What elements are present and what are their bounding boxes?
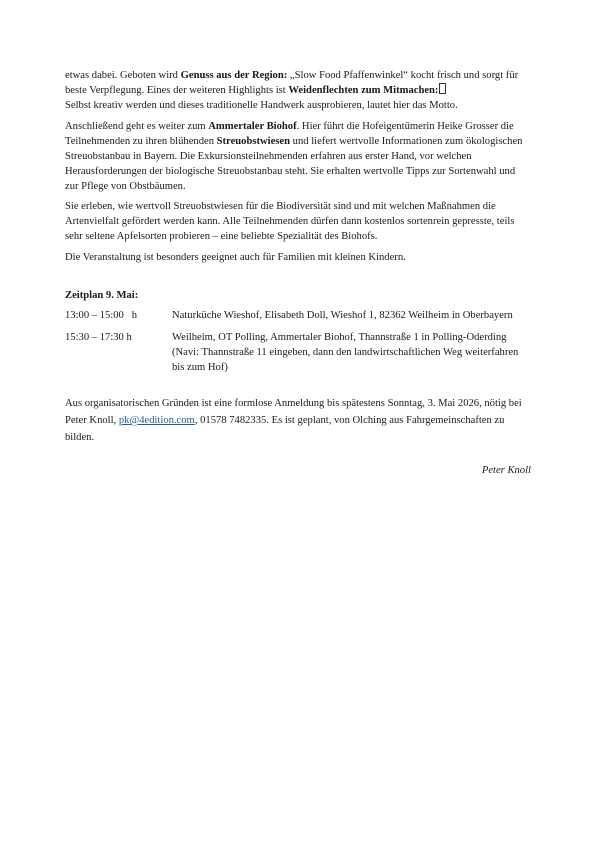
text: etwas dabei. Geboten wird (65, 70, 181, 81)
schedule-row (65, 308, 531, 323)
schedule-description: Weilheim, OT Polling, Ammertaler Biohof, Thannstraße 1 in Polling-Oderding (Navi: Thannstraße 11 eingeben, dann den landwirtschaftlichen Weg weiterfahren bis zum Hof) (172, 332, 519, 373)
schedule-row (65, 330, 531, 375)
text: Aus organisatorischen Gründen ist eine formlose Anmeldung bis spätestens Sonntag, 3. Mai 2026, nötig bei Peter Knoll, (65, 398, 522, 426)
email-link[interactable]: pk@4edition.com (118, 415, 195, 426)
text: . Hier führt die Hofeigentümerin Heike Grosser die Teilnehmenden zu ihren blühenden (65, 121, 514, 147)
bold-text: Genuss aus der Region: (180, 70, 288, 81)
schedule (65, 288, 531, 375)
paragraph-families: Die Veranstaltung ist besonders geeignet auch für Familien mit kleinen Kindern. (65, 252, 406, 263)
text: Selbst kreativ werden und dieses traditionelle Handwerk ausprobieren, lautet hier das Motto. (65, 100, 458, 111)
paragraph-registration (65, 395, 531, 446)
schedule-time: 13:00 – 15:00 h (65, 310, 138, 321)
paragraph-intro (65, 68, 531, 113)
bold-text: Streuobstwiesen (216, 136, 291, 147)
text: , 01578 7482335. Es ist geplant, von Olching aus Fahrgemeinschaften zu bilden. (65, 415, 505, 443)
schedule-title: Zeitplan 9. Mai: (65, 290, 139, 301)
schedule-time: 15:30 – 17:30 h (65, 332, 132, 343)
paragraph-biodiversity: Sie erleben, wie wertvoll Streuobstwiesen für die Biodiversität sind und mit welchen Maßnahmen die Artenvielfalt gefördert werden kann. Alle Teilnehmenden dürfen dann kostenlos sortenrein gepresste, teils sehr seltene Apfelsorten probieren – eine beliebte Spezialität des Biohofs. (65, 201, 515, 242)
text: und liefert wertvolle Informationen zum ökologischen Streuobstanbau in Bayern. Die Exkursionsteilnehmenden erfahren aus erster Hand, vor welchen Herausforderungen der biologische Streuobstanbau steht. Sie erhalten wertvolle Tipps zur Sortenwahl und zur Pflege von Obstbäumen. (65, 136, 523, 192)
paragraph-biohof (65, 119, 531, 194)
schedule-description: Naturküche Wieshof, Elisabeth Doll, Wieshof 1, 82362 Weilheim in Oberbayern (172, 310, 513, 321)
text: „Slow Food Pfaffenwinkel“ kocht frisch und sorgt für beste Verpflegung. Eines der weiteren Highlights ist (65, 70, 519, 96)
text: Anschließend geht es weiter zum (65, 121, 209, 132)
missing-glyph-icon (439, 83, 446, 94)
signature: Peter Knoll (481, 465, 531, 476)
bold-text: Weidenflechten zum Mitmachen: (288, 85, 439, 96)
bold-text: Ammertaler Biohof (208, 121, 297, 132)
document-body (65, 68, 531, 478)
